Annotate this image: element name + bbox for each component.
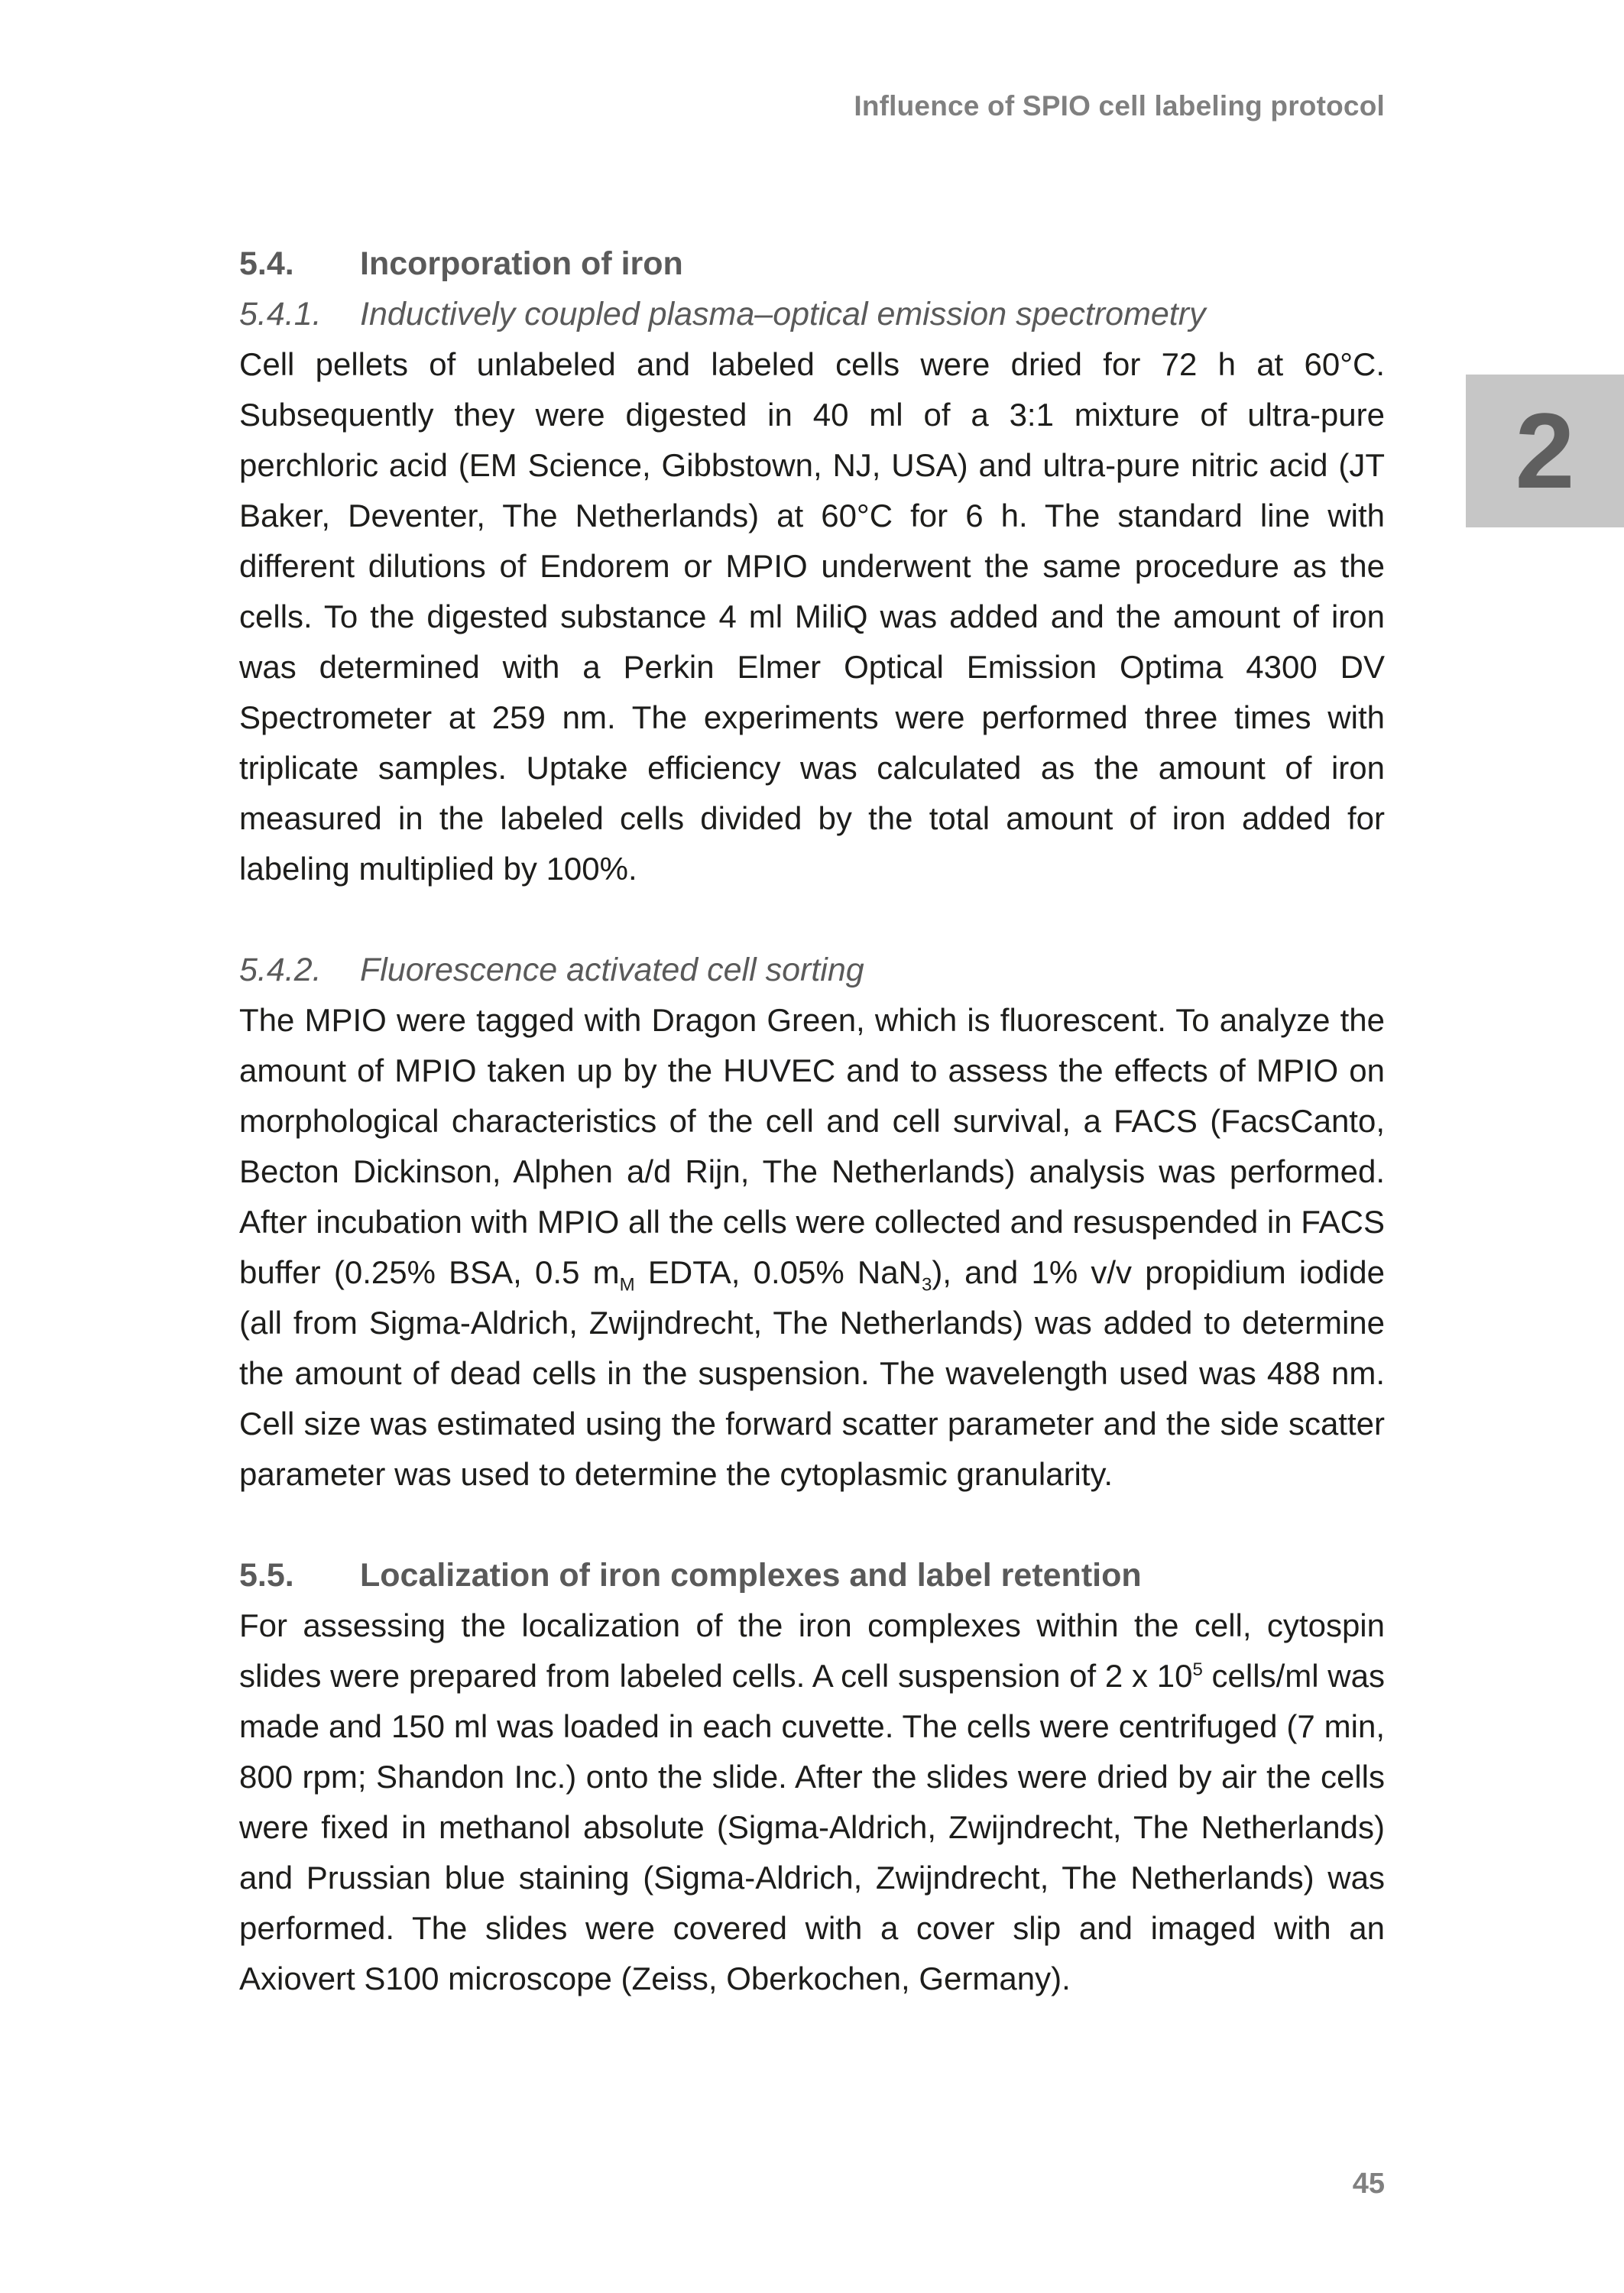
subsection-title: Fluorescence activated cell sorting bbox=[360, 952, 864, 988]
section-heading-5-5 bbox=[239, 1550, 1385, 1601]
section-number: 5.5. bbox=[239, 1557, 294, 1594]
subsection-heading-5-4-1 bbox=[239, 289, 1385, 339]
subsection-heading-5-4-2 bbox=[239, 945, 1385, 995]
paragraph-icp-oes: Cell pellets of unlabeled and labeled cells were dried for 72 h at 60°C. Subsequently they were digested in 40 ml of a 3:1 mixture of ultra-pure perchloric acid (EM Science, Gibbstown, NJ, USA) and ultra-pure nitric acid (JT Baker, Deventer, The Netherlands) at 60°C for 6 h. The standard line with different dilutions of Endorem or MPIO underwent the same procedure as the cells. To the digested substance 4 ml MiliQ was added and the amount of iron was determined with a Perkin Elmer Optical Emission Optima 4300 DV Spectrometer at 259 nm. The experiments were performed three times with triplicate samples. Uptake efficiency was calculated as the amount of iron measured in the labeled cells divided by the total amount of iron added for labeling multiplied by 100%. bbox=[239, 346, 1385, 887]
section-heading-5-4 bbox=[239, 238, 1385, 289]
page-content bbox=[239, 238, 1385, 2004]
paragraph-localization bbox=[239, 1601, 1385, 2004]
subscript-m: M bbox=[619, 1274, 635, 1296]
running-header: Influence of SPIO cell labeling protocol bbox=[854, 90, 1385, 122]
chapter-tab bbox=[1466, 375, 1624, 527]
section-title: Incorporation of iron bbox=[360, 245, 683, 282]
paragraph-text: cells/ml was made and 150 ml was loaded in each cuvette. The cells were centrifuged (7 min, 800 rpm; Shandon Inc.) onto the slide. After the slides were dried by air the cells were fixed in methanol absolute (Sigma-Aldrich, Zwijndrecht, The Netherlands) and Prussian blue staining (Sigma-Aldrich, Zwijndrecht, The Netherlands) was performed. The slides were covered with a cover slip and imaged with an Axiovert S100 microscope (Zeiss, Oberkochen, Germany). bbox=[239, 1658, 1385, 1996]
paragraph-text: ), and 1% v/v propidium iodide (all from Sigma-Aldrich, Zwijndrecht, The Netherlands) was added to determine the amount of dead cells in the suspension. The wavelength used was 488 nm. Cell size was estimated using the forward scatter parameter and the side scatter parameter was used to determine the cytoplasmic granularity. bbox=[239, 1254, 1385, 1492]
page-number: 45 bbox=[1352, 2168, 1385, 2200]
superscript-5: 5 bbox=[1192, 1659, 1203, 1680]
paragraph-facs bbox=[239, 995, 1385, 1500]
subsection-title: Inductively coupled plasma–optical emission spectrometry bbox=[360, 296, 1206, 332]
subscript-3: 3 bbox=[921, 1274, 932, 1296]
paragraph-text: The MPIO were tagged with Dragon Green, which is fluorescent. To analyze the amount of MPIO taken up by the HUVEC and to assess the effects of MPIO on morphological characteristics of the cell and cell survival, a FACS (FacsCanto, Becton Dickinson, Alphen a/d Rijn, The Netherlands) analysis was performed. After incubation with MPIO all the cells were collected and resuspended in FACS buffer (0.25% BSA, 0.5 m bbox=[239, 1002, 1385, 1290]
section-number: 5.4. bbox=[239, 245, 294, 282]
subsection-number: 5.4.1. bbox=[239, 296, 322, 332]
paragraph-text: For assessing the localization of the iron complexes within the cell, cytospin slides were prepared from labeled cells. A cell suspension of 2 x 10 bbox=[239, 1607, 1385, 1694]
section-title: Localization of iron complexes and label retention bbox=[360, 1557, 1142, 1594]
paragraph-text: EDTA, 0.05% NaN bbox=[634, 1254, 922, 1290]
subsection-number: 5.4.2. bbox=[239, 952, 322, 988]
chapter-number: 2 bbox=[1515, 391, 1575, 511]
